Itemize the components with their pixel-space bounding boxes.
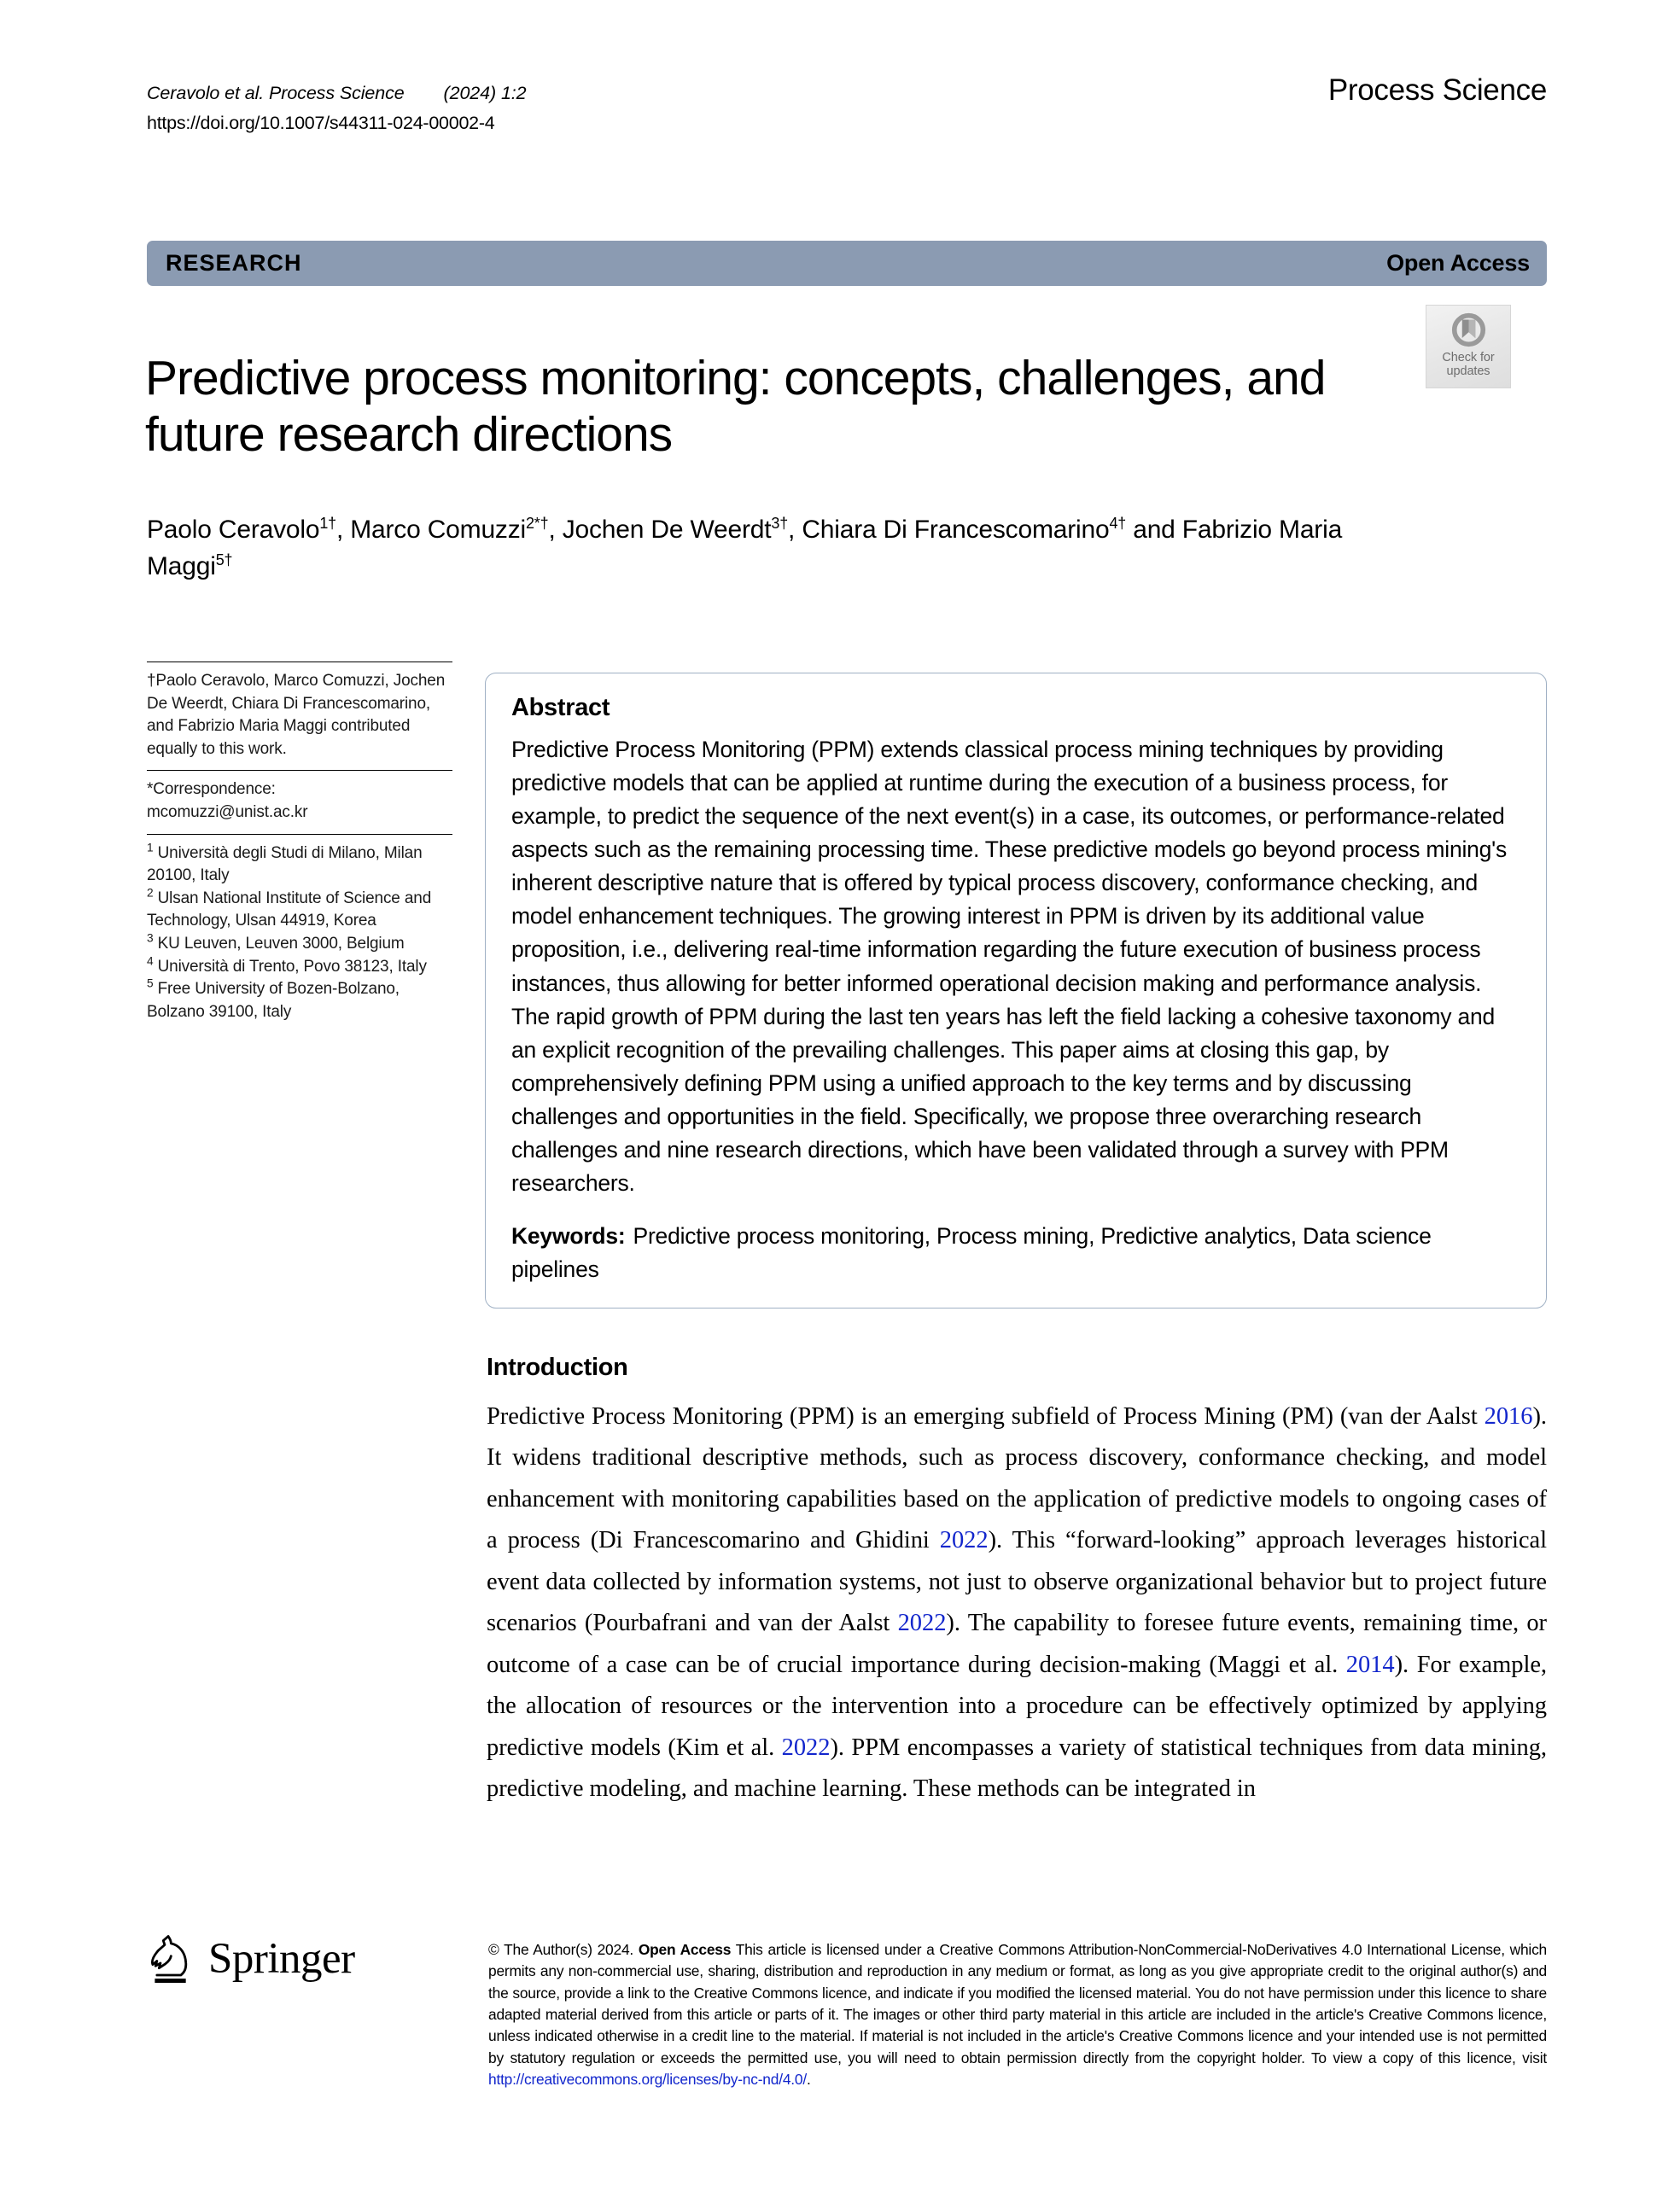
affiliation-marker: 5: [147, 976, 154, 990]
affiliation-marker: 1: [147, 841, 154, 854]
page-title: Predictive process monitoring: concepts, challenges, and future research directions: [145, 351, 1326, 463]
open-access-label: Open Access: [1386, 250, 1530, 276]
abstract-text: Predictive Process Monitoring (PPM) extends classical process mining techniques by providing predictive models that can be applied at runtime during the execution of a business process, for example, to predict the sequence of the next event(s) in a case, its outcomes, or performance-related aspects such as the remaining processing time. These predictive models go beyond process mining's inherent descriptive nature that is offered by typical process discovery, conformance checking, and model enhancement techniques. The growing interest in PPM is driven by its additional value proposition, i.e., delivering real-time information regarding the future execution of business process instances, thus allowing for better informed operational decision making and performance analysis. The rapid growth of PPM during the last ten years has left the field lacking a cohesive taxonomy and an explicit recognition of the prevailing challenges. This paper aims at closing this gap, by comprehensively defining PPM using a unified approach to the key terms and by discussing challenges and opportunities in the field. Specifically, we propose three overarching research challenges and nine research directions, which have been validated through a survey with PPM researchers.: [511, 737, 1508, 1197]
introduction-paragraph: Predictive Process Monitoring (PPM) is an emerging subfield of Process Mining (PM) (van der Aalst 2016). It widens traditional descriptive methods, such as process discovery, conformance checking, and model enhancement with monitoring capabilities based on the application of predictive models to ongoing cases of a process (Di Francescomarino and Ghidini 2022). This “forward-looking” approach leverages historical event data collected by information systems, not just to observe organizational behavior but to project future scenarios (Pourbafrani and van der Aalst 2022). The capability to foresee future events, remaining time, or outcome of a case can be of crucial importance during decision-making (Maggi et al. 2014). For example, the allocation of resources or the intervention into a procedure can be effectively optimized by applying predictive models (Kim et al. 2022). PPM encompasses a variety of statistical techniques from data mining, predictive modeling, and machine learning. These methods can be integrated in: [487, 1403, 1547, 1802]
affiliation-item: $^3$ KU Leuven, Leuven 3000, Belgium: [147, 931, 405, 953]
running-head-volume: (2024) 1:2: [443, 83, 527, 103]
running-head-authors: Ceravolo et al.: [147, 83, 265, 103]
crossmark-line-2: updates: [1446, 364, 1490, 379]
abstract-heading: Abstract: [511, 694, 610, 721]
check-for-updates-badge[interactable]: [1426, 305, 1511, 388]
correspondence-block: [147, 778, 452, 824]
springer-logo: [147, 1931, 355, 1987]
article-type-banner: [147, 241, 1547, 286]
affiliation-marker: 4: [147, 954, 154, 968]
equal-contribution-note: †Paolo Ceravolo, Marco Comuzzi, Jochen De Weerdt, Chiara Di Francescomarino, and Fabrizio Maria Maggi contributed equally to this work.: [147, 672, 446, 758]
springer-knight-icon: [147, 1931, 198, 1987]
journal-title: Process Science: [1327, 73, 1547, 107]
running-head-citation: [147, 79, 527, 138]
crossmark-bookmark-icon: [1450, 312, 1487, 348]
affiliation-list: [147, 842, 452, 1024]
doi-link[interactable]: https://doi.org/10.1007/s44311-024-00002-4: [147, 112, 495, 133]
affiliation-marker: 3: [147, 931, 154, 945]
affiliation-item: $^4$ Università di Trento, Povo 38123, Italy: [147, 954, 427, 976]
article-type-label: RESEARCH: [166, 250, 302, 276]
running-head-journal: Process Science: [269, 83, 405, 103]
divider: [147, 834, 452, 835]
keywords-label: Keywords:: [511, 1223, 626, 1250]
affiliation-item: $^5$ Free University of Bozen-Bolzano, Bolzano 39100, Italy: [147, 976, 400, 1021]
running-head: [147, 73, 1547, 138]
keywords-text: Predictive process monitoring, Process mining, Predictive analytics, Data science pipelines: [511, 1223, 1432, 1282]
author-list: Paolo Ceravolo$^{1\dagger}$, Marco Comuzzi$^{2*\dagger}$, Jochen De Weerdt$^{3\dagger}$, Chiara Di Francescomarino$^{4\dagger}$ and Fabrizio Maria Maggi$^{5\dagger}$: [147, 515, 1343, 580]
sidebar-notes: [147, 662, 452, 1033]
check-for-updates-text: [1442, 351, 1494, 378]
affiliation-marker: 2: [147, 886, 154, 900]
keywords-row: [511, 1220, 1520, 1285]
publisher-name: Springer: [208, 1934, 355, 1983]
license-notice: © The Author(s) 2024. Open Access This article is licensed under a Creative Commons Attribution-NonCommercial-NoDerivatives 4.0 International License, which permits any non-commercial use, sharing, distribution and reproduction in any medium or format, as long as you give appropriate credit to the original author(s) and the source, provide a link to the Creative Commons licence, and indicate if you modified the licensed material. You do not have permission under this licence to share adapted material derived from this article or parts of it. The images or other third party material in this article are included in the article's Creative Commons licence, unless indicated otherwise in a credit line to the material. If material is not included in the article's Creative Commons licence and your intended use is not permitted by statutory regulation or exceeds the permitted use, you will need to obtain permission directly from the copyright holder. To view a copy of this licence, visit http://creativecommons.org/licenses/by-nc-nd/4.0/.: [488, 1941, 1547, 2088]
correspondence-label: *Correspondence:: [147, 780, 276, 799]
crossmark-line-1: Check for: [1442, 351, 1495, 364]
affiliation-item: $^2$ Ulsan National Institute of Science and Technology, Ulsan 44919, Korea: [147, 886, 432, 930]
introduction-heading: Introduction: [487, 1354, 628, 1381]
affiliation-item: $^1$ Università degli Studi di Milano, Milan 20100, Italy: [147, 841, 423, 885]
divider: [147, 770, 452, 771]
correspondence-email[interactable]: mcomuzzi@unist.ac.kr: [147, 802, 308, 821]
abstract-box: [485, 673, 1547, 1308]
